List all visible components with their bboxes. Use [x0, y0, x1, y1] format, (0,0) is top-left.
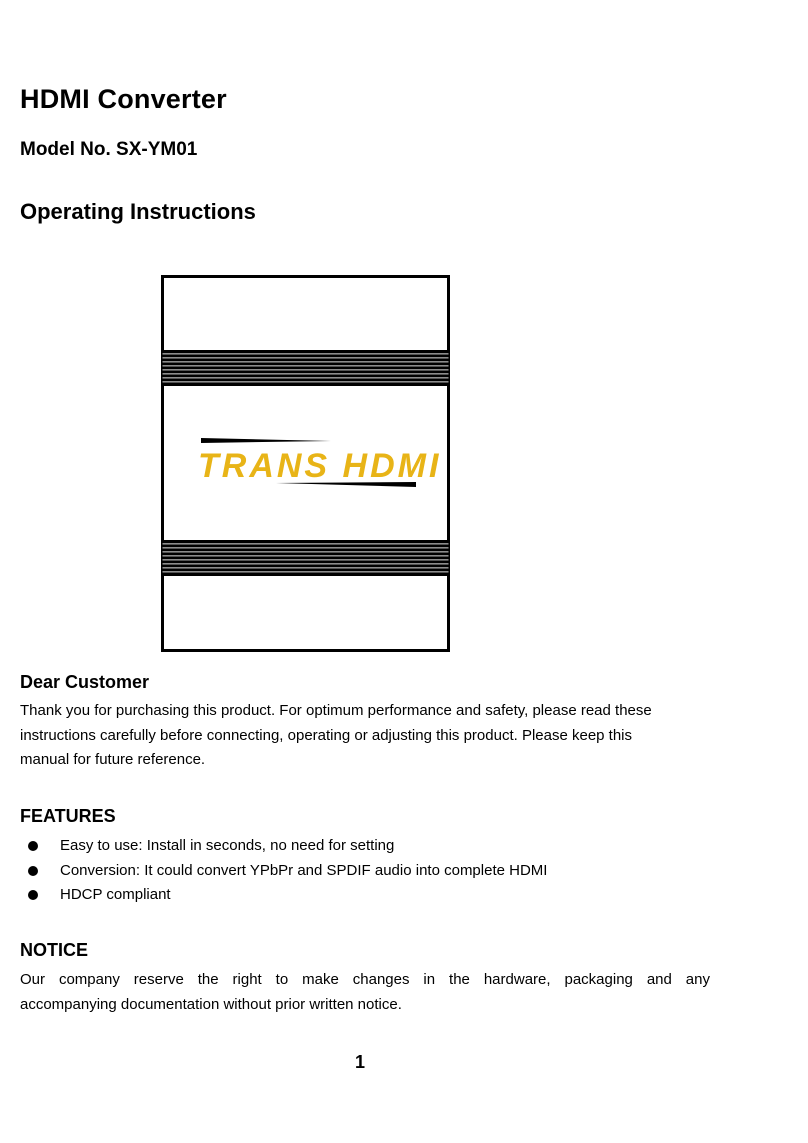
dear-customer-line-2: instructions carefully before connecting, operating or adjusting this product. Please keep this: [20, 726, 633, 744]
features-list: [28, 834, 547, 908]
logo-text: TRANS HDMI: [198, 447, 442, 485]
vent-stripe: [163, 353, 449, 355]
list-item: [28, 859, 547, 884]
notice-line-1: Our company reserve the right to make changes in the hardware, packaging and any: [20, 971, 710, 988]
vent-stripe: [163, 365, 449, 367]
vent-stripe: [163, 373, 449, 375]
vent-stripe: [163, 563, 449, 565]
bullet-icon: [28, 841, 38, 851]
vent-band: [163, 350, 449, 386]
page-number: 1: [355, 1052, 366, 1072]
device-illustration: [161, 275, 450, 652]
vent-stripe: [163, 555, 449, 557]
vent-band: [163, 540, 449, 576]
bullet-icon: [28, 890, 38, 900]
list-item: [28, 834, 547, 859]
vent-stripe: [163, 571, 449, 573]
vent-stripe: [163, 543, 449, 545]
notice-line-2: accompanying documentation without prior written notice.: [20, 995, 402, 1013]
dear-customer-line-1: Thank you for purchasing this product. For optimum performance and safety, please read these: [20, 702, 652, 719]
features-heading: FEATURES: [20, 806, 116, 826]
dear-customer-paragraph: [20, 699, 710, 773]
notice-paragraph: [20, 968, 710, 1017]
vent-stripe: [163, 381, 449, 383]
notice-heading: NOTICE: [20, 940, 89, 960]
dear-customer-heading: Dear Customer: [20, 672, 150, 692]
bottom-vent-stripes: [163, 540, 449, 576]
model-number: Model No. SX-YM01: [20, 139, 198, 160]
dear-customer-line-3: manual for future reference.: [20, 751, 206, 768]
vent-stripe: [163, 547, 449, 549]
vent-stripe: [163, 559, 449, 561]
list-item: [28, 883, 547, 908]
vent-stripe: [163, 551, 449, 553]
document-title: HDMI Converter: [20, 84, 227, 114]
top-vent-stripes: [163, 350, 449, 386]
feature-text: Conversion: It could convert YPbPr and SPDIF audio into complete HDMI: [60, 861, 548, 879]
feature-text: Easy to use: Install in seconds, no need for setting: [60, 837, 395, 854]
device-drawing: [161, 275, 450, 652]
vent-stripe: [163, 567, 449, 569]
vent-stripe: [163, 369, 449, 371]
operating-instructions-heading: Operating Instructions: [20, 199, 256, 224]
vent-stripe: [163, 357, 449, 359]
vent-stripe: [163, 377, 449, 379]
bullet-icon: [28, 866, 38, 876]
feature-text: HDCP compliant: [60, 886, 171, 903]
vent-stripe: [163, 361, 449, 363]
